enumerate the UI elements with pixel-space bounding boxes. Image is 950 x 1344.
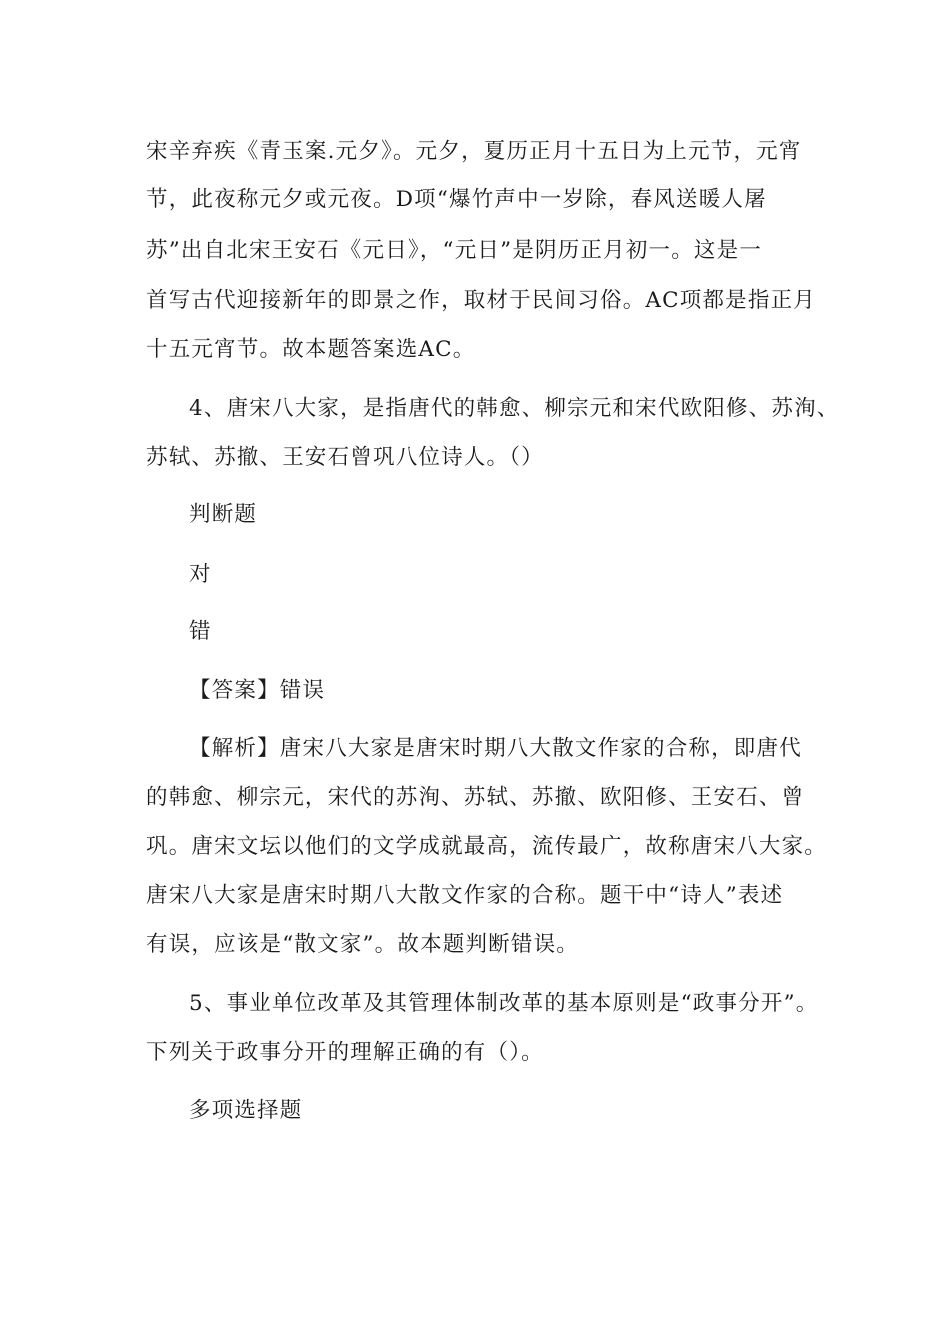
question-type: 多项选择题 [189,1098,303,1123]
analysis-paragraph: 【解析】唐宋八大家是唐宋时期八大散文作家的合称，即唐代 [189,736,802,761]
text-line: 节，此夜称元夕或元夜。D项“爆竹声中一岁除，春风送暖人屠 [146,187,767,212]
question-5: 5、事业单位改革及其管理体制改革的基本原则是“政事分开”。 [189,991,819,1016]
text-line: 唐宋八大家是唐宋时期八大散文作家的合称。题干中“诗人”表述 [146,883,784,908]
text-line: 宋辛弃疾《青玉案.元夕》。元夕，夏历正月十五日为上元节，元宵 [146,139,802,164]
text-line: 巩。唐宋文坛以他们的文学成就最高，流传最广，故称唐宋八大家。 [146,834,828,859]
text-line: 下列关于政事分开的理解正确的有（）。 [146,1040,544,1065]
text-line: 首写古代迎接新年的即景之作，取材于民间习俗。AC项都是指正月 [146,288,816,313]
text-line: 的韩愈、柳宗元，宋代的苏洵、苏轼、苏撤、欧阳修、王安石、曾 [146,785,805,810]
option-false: 错 [189,619,212,644]
text-line: 苏”出自北宋王安石《元日》，“元日”是阴历正月初一。这是一 [146,238,763,263]
text-line: 苏轼、苏撤、王安石曾巩八位诗人。（） [146,445,544,470]
question-type: 判断题 [189,502,258,527]
option-true: 对 [189,562,212,587]
text-line: 有误，应该是“散文家”。故本题判断错误。 [146,932,579,957]
question-4: 4、唐宋八大家，是指唐代的韩愈、柳宗元和宋代欧阳修、苏洵、 [189,396,840,421]
answer-label: 【答案】错误 [189,678,326,703]
text-line: 十五元宵节。故本题答案选AC。 [146,337,476,362]
